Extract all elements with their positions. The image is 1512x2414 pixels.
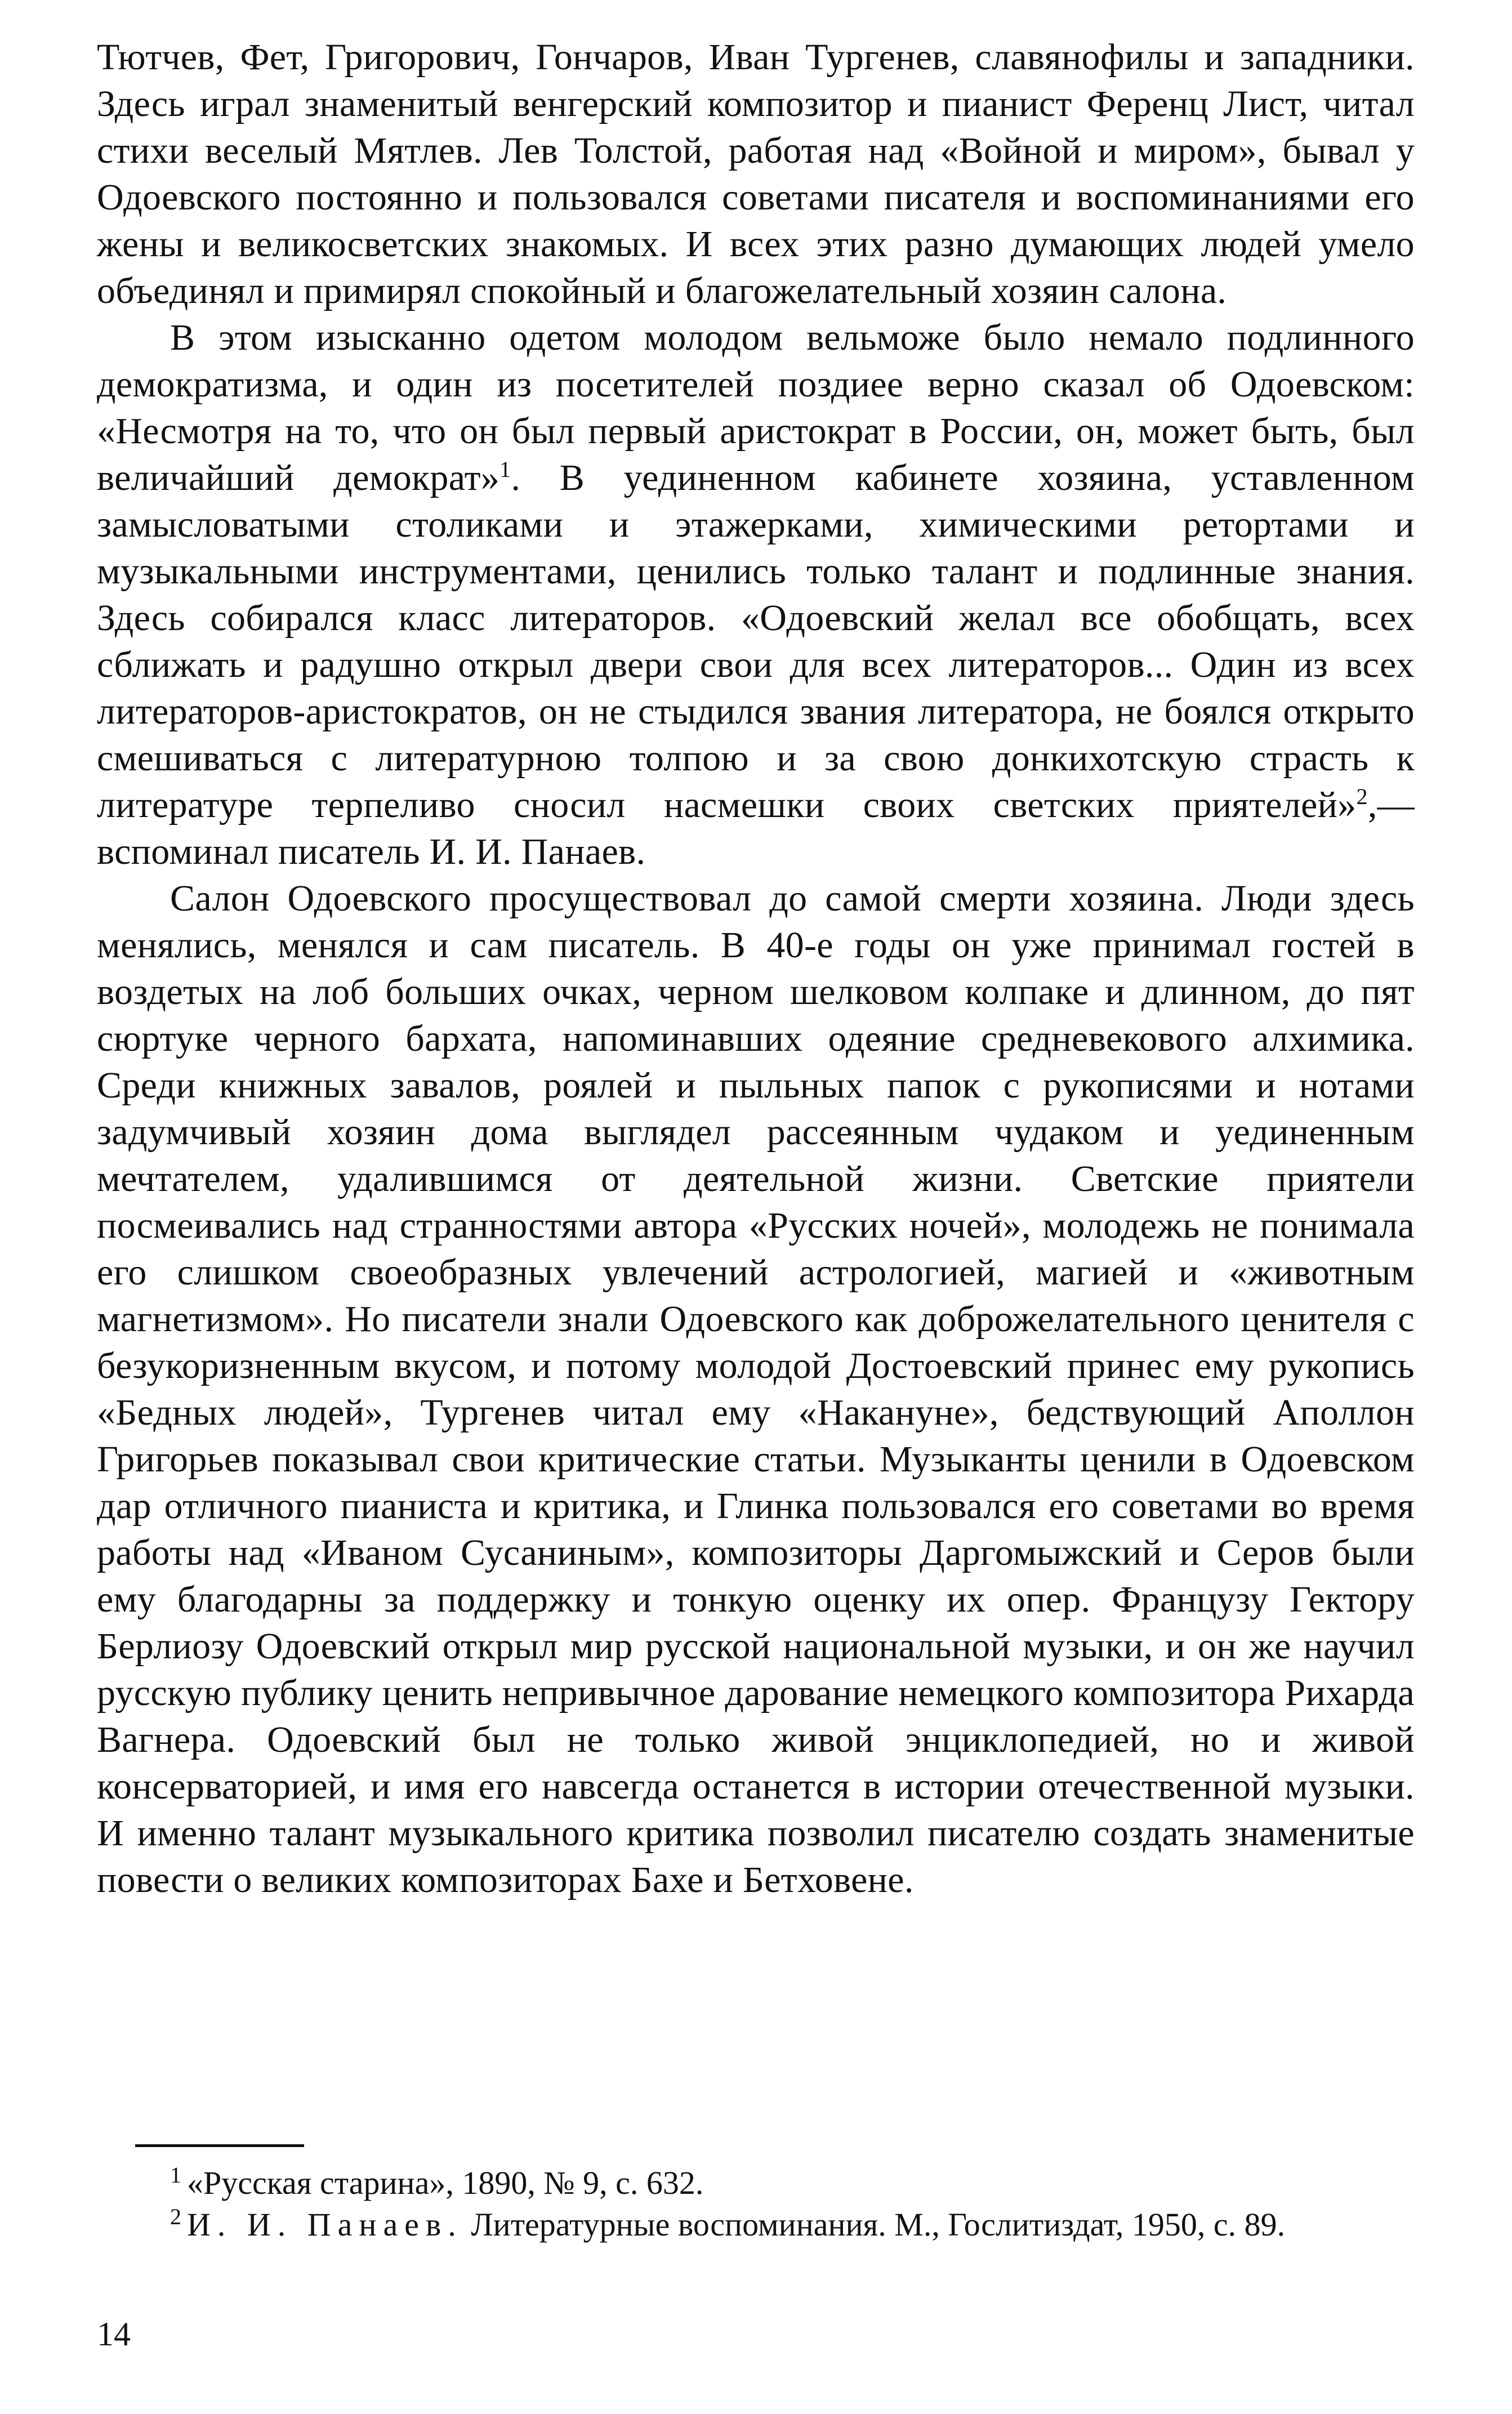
footnote-2-text: Литературные воспоминания. М., Гослитиздат, 1950, с. 89. (462, 2206, 1286, 2243)
footnote-1-text: «Русская старина», 1890, № 9, с. 632. (187, 2165, 704, 2201)
main-text (97, 34, 1415, 1903)
footnotes (97, 2162, 1415, 2246)
footnote-ref-2: 2 (1356, 784, 1368, 809)
paragraph-2-text-b: . В уединенном кабинете хозяина, уставленном замысловатыми столиками и этажерками, химическими ретортами и музыкальными инструментами, ценились только талант и подлинные знания. Здесь собирался класс литераторов. «Одоевский желал все обобщать, всех сближать и радушно открыл двери свои для всех литераторов... Один из всех литераторов-аристократов, он не стыдился звания литератора, не боялся открыто смешиваться с литературною толпою и за свою донкихотскую страсть к литературе терпеливо сносил насмешки своих светских приятелей» (97, 457, 1415, 826)
page-number: 14 (97, 2315, 131, 2353)
footnote-1-number: 1 (170, 2162, 181, 2188)
footnote-2 (97, 2204, 1415, 2246)
footnote-divider (135, 2144, 304, 2147)
paragraph-3-text: Салон Одоевского просуществовал до самой смерти хозяина. Люди здесь менялись, менялся и сам писатель. В 40-е годы он уже принимал гостей в воздетых на лоб больших очках, черном шелковом колпаке и длинном, до пят сюртуке черного бархата, напоминавших одеяние средневекового алхимика. Среди книжных завалов, роялей и пыльных папок с рукописями и нотами задумчивый хозяин дома выглядел рассеянным чудаком и уединенным мечтателем, удалившимся от деятельной жизни. Светские приятели посмеивались над странностями автора «Русских ночей», молодежь не понимала его слишком своеобразных увлечений астрологией, магией и «животным магнетизмом». Но писатели знали Одоевского как доброжелательного ценителя с безукоризненным вкусом, и потому молодой Достоевский принес ему рукопись «Бедных людей», Тургенев читал ему «Накануне», бедствующий Аполлон Григорьев показывал свои критические статьи. Музыканты ценили в Одоевском дар отличного пианиста и критика, и Глинка пользовался его советами во время работы над «Иваном Сусаниным», композиторы Даргомыжский и Серов были ему благодарны за поддержку и тонкую оценку их опер. Французу Гектору Берлиозу Одоевский открыл мир русской национальной музыки, и он же научил русскую публику ценить непривычное дарование немецкого композитора Рихарда Вагнера. Одоевский был не только живой энциклопедией, но и живой консерваторией, и имя его навсегда останется в истории отечественной музыки. И именно талант музыкального критика позволил писателю создать знаменитые повести о великих композиторах Бахе и Бетховене. (97, 878, 1415, 1900)
paragraph-1-text: Тютчев, Фет, Григорович, Гончаров, Иван Тургенев, славянофилы и западники. Здесь играл знаменитый венгерский композитор и пианист Ференц Лист, читал стихи веселый Мятлев. Лев Толстой, работая над «Войной и миром», бывал у Одоевского постоянно и пользовался советами писателя и воспоминаниями его жены и великосветских знакомых. И всех этих разно думающих людей умело объединял и примирял спокойный и благожелательный хозяин салона. (97, 37, 1415, 311)
footnote-1 (97, 2162, 1415, 2204)
paragraph-2-text-c: ,— вспоминал писатель И. И. Панаев. (97, 784, 1415, 872)
paragraph-1 (97, 34, 1415, 314)
footnote-2-number: 2 (170, 2203, 181, 2229)
footnote-ref-1: 1 (499, 457, 511, 482)
paragraph-3 (97, 875, 1415, 1903)
footnote-2-author: И. И. Панаев. (187, 2206, 463, 2243)
paragraph-2-text-a: В этом изысканно одетом молодом вельможе было немало подлинного демократизма, и один из посетителей поздиее верно сказал об Одоевском: «Несмотря на то, что он был первый аристократ в России, он, может быть, был величайший демократ» (97, 317, 1415, 498)
paragraph-2 (97, 314, 1415, 875)
